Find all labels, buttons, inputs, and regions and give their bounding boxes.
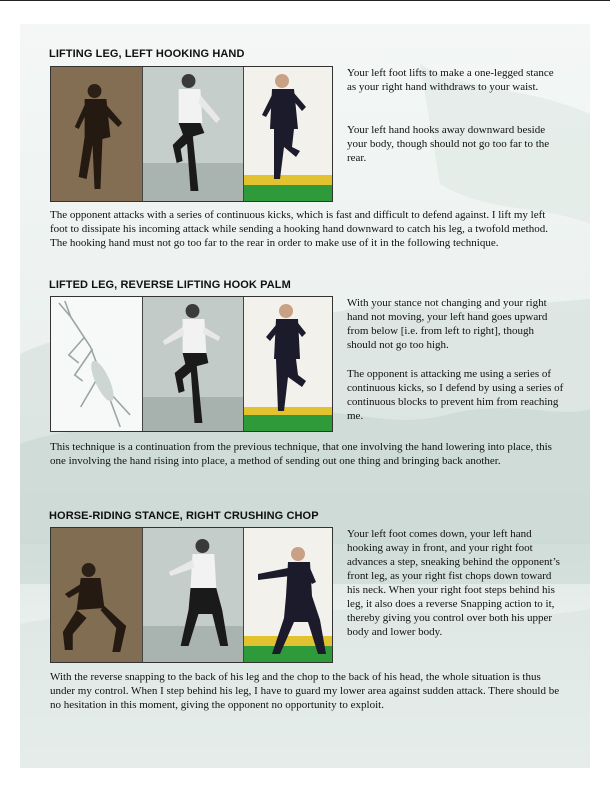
section-1-side-paragraph-1: Your left foot lifts to make a one-legged stance as your right hand withdraws to your waist. bbox=[347, 67, 554, 93]
top-rule bbox=[0, 0, 610, 1]
section-2-side-paragraph-2: The opponent is attacking me using a series of continuous kicks, so I defend by using a series of continuous blocks to prevent him from reaching me. bbox=[347, 368, 564, 422]
section-3-gray-photo bbox=[143, 528, 244, 662]
section-2-body: This technique is a continuation from the previous technique, that one involving the hand lowering into place, this one involving the hand rising into place, a method of sending out one thing and bringing back another. bbox=[50, 441, 552, 467]
section-1-color-photo bbox=[244, 67, 332, 201]
section-2-side-paragraph-1: With your stance not changing and your right hand not moving, your left hand goes upward from below [i.e. from left to right], though should not go too high. bbox=[347, 297, 548, 351]
section-3-side-paragraph-1: Your left foot comes down, your left hand hooking away in front, and your right foot advances a step, sneaking behind the opponent’s front leg, as your right fist chops down toward his neck. When your right foot steps behind his leg, it also does a reverse Snapping action to it, thereby giving you control over both his upper body and lower body. bbox=[347, 528, 560, 638]
section-2-heading: LIFTED LEG, REVERSE LIFTING HOOK PALM bbox=[49, 279, 291, 291]
section-3-sepia-photo bbox=[51, 528, 143, 662]
section-2-mantis-illustration bbox=[51, 297, 143, 431]
section-2-gray-photo bbox=[143, 297, 244, 431]
section-2-photo-strip bbox=[50, 296, 333, 432]
section-1-heading: LIFTING LEG, LEFT HOOKING HAND bbox=[49, 48, 245, 60]
section-3-color-photo bbox=[244, 528, 332, 662]
section-3-heading: HORSE-RIDING STANCE, RIGHT CRUSHING CHOP bbox=[49, 510, 319, 522]
section-1-photo-strip bbox=[50, 66, 333, 202]
section-2-color-photo bbox=[244, 297, 332, 431]
section-3-body: With the reverse snapping to the back of his leg and the chop to the back of his head, the whole situation is thus under my control. When I step behind his leg, I have to guard my lower area against sudden attack. There should be no hesitation in this moment, giving the opponent no opportunity to exploit. bbox=[50, 671, 560, 711]
section-1-sepia-photo bbox=[51, 67, 143, 201]
section-1-side-paragraph-2: Your left hand hooks away downward beside your body, though should not go too far to the rear. bbox=[347, 124, 550, 164]
section-1-body: The opponent attacks with a series of continuous kicks, which is fast and difficult to defend against. I lift my left foot to dissipate his incoming attack while sending a hooking hand downward to catch his leg, a twofold method. The hooking hand must not go too far to the rear in order to make use of it in the following technique. bbox=[50, 209, 548, 249]
section-3-photo-strip bbox=[50, 527, 333, 663]
section-1-gray-photo bbox=[143, 67, 244, 201]
